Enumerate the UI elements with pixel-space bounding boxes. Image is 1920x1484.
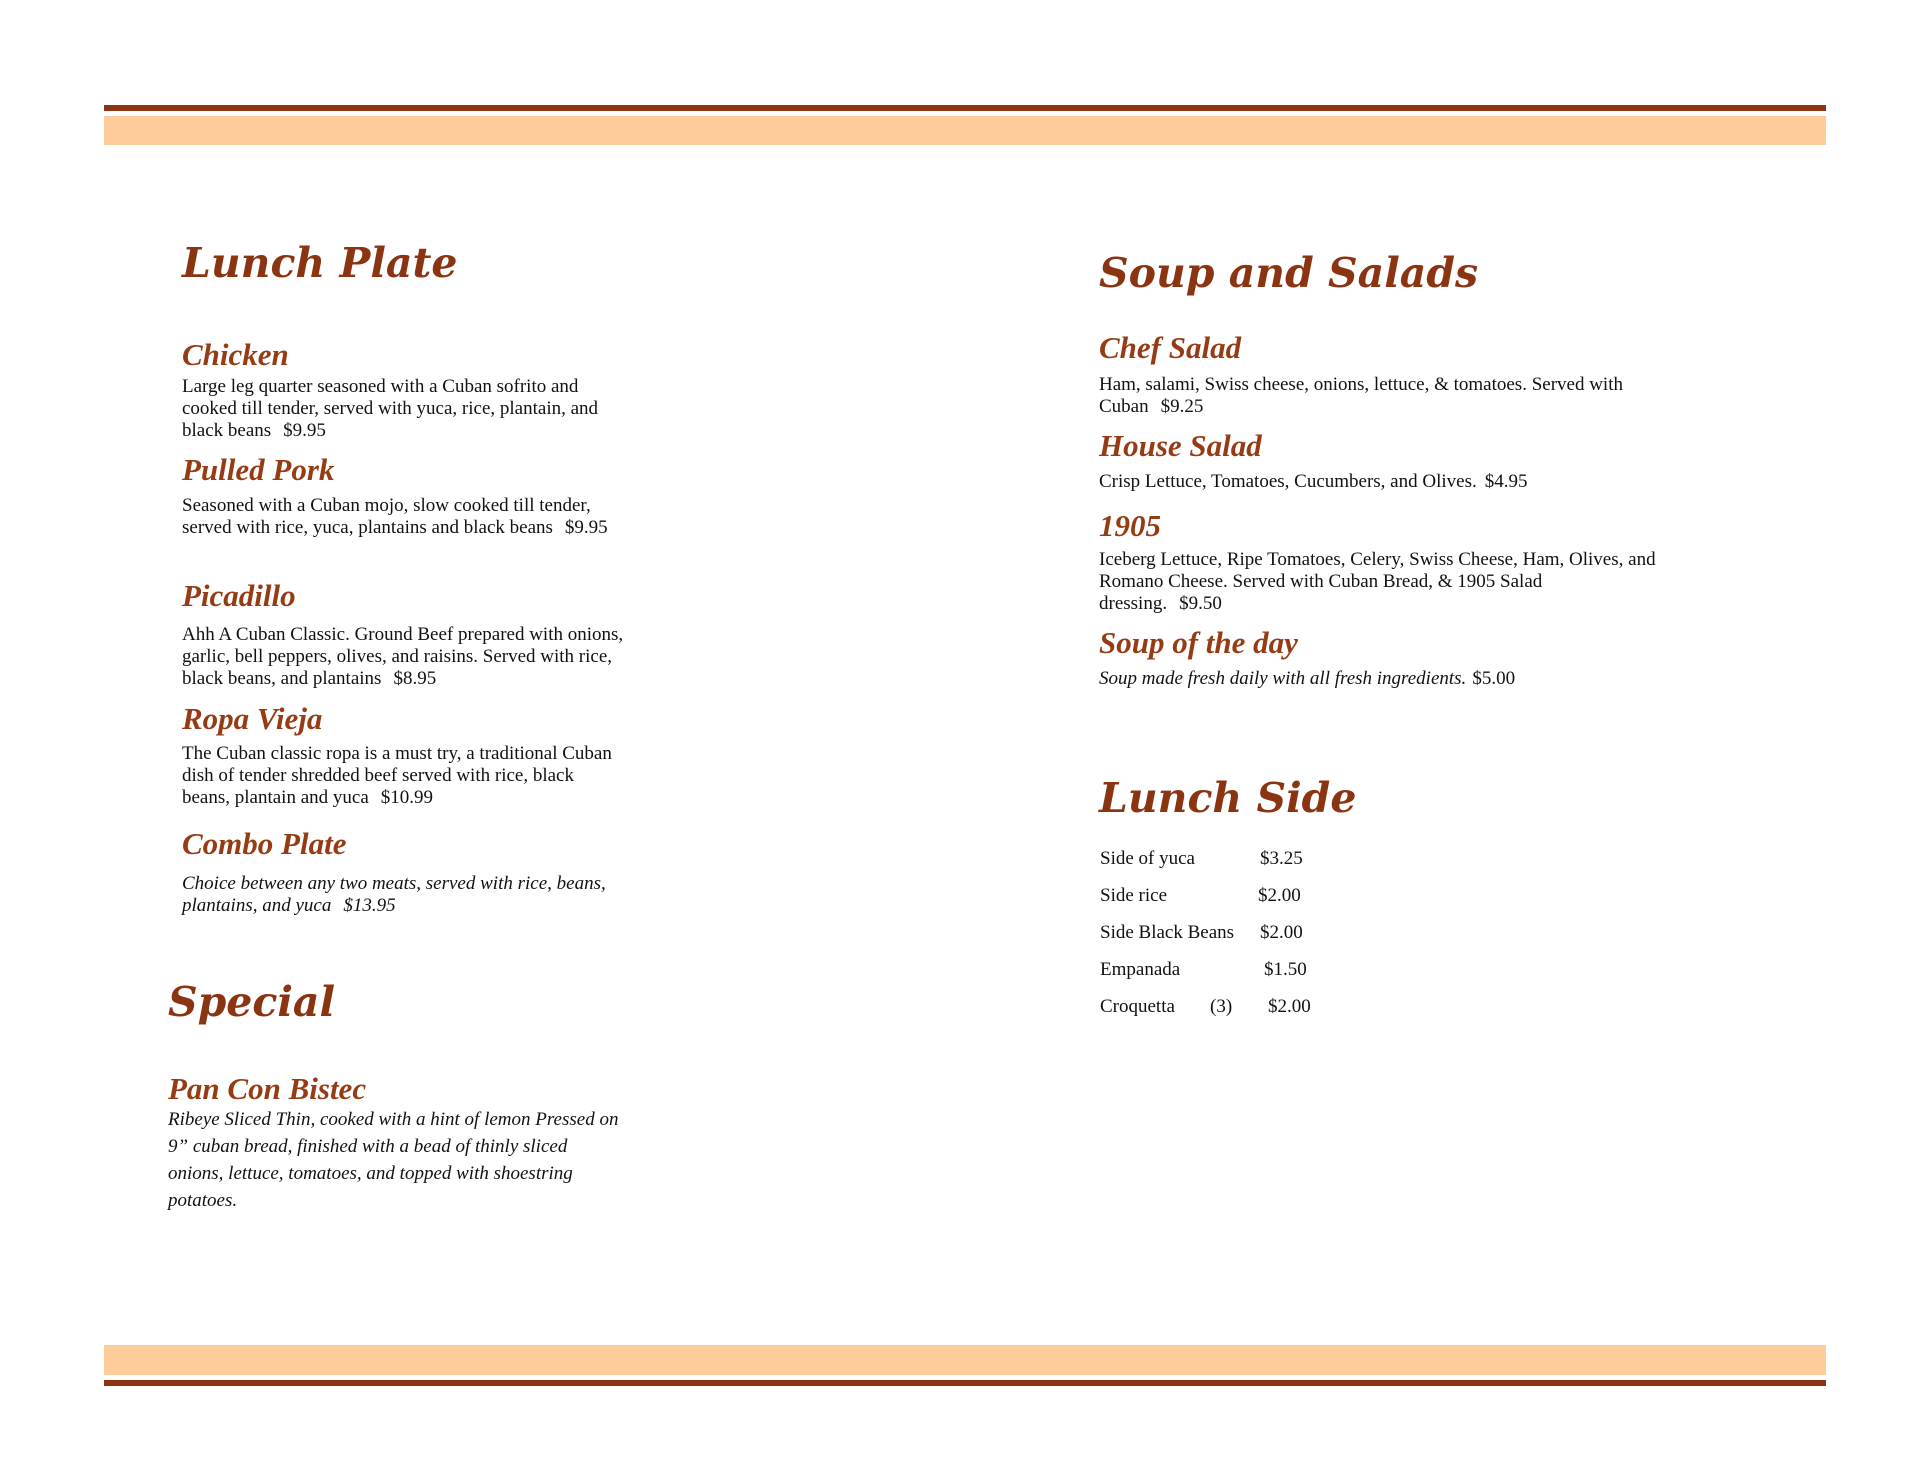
menu-item-description: Choice between any two meats, served with rice, beans, plantains, and yuca $13.95 <box>182 873 606 916</box>
menu-item-price: $9.95 <box>564 517 608 538</box>
side-item-name: Side of yuca <box>1100 848 1195 869</box>
menu-item-description: The Cuban classic ropa is a must try, a traditional Cuban dish of tender shredded beef served with rice, black beans, plantain and yuca $10.99 <box>182 743 612 808</box>
menu-item-price: $10.99 <box>380 787 434 808</box>
menu-item-description: Seasoned with a Cuban mojo, slow cooked till tender, served with rice, yuca, plantains and black beans $9.95 <box>182 495 608 538</box>
menu-item-name: Chicken <box>182 337 289 372</box>
menu-item-description: Crisp Lettuce, Tomatoes, Cucumbers, and Olives. $4.95 <box>1099 471 1528 492</box>
top-border-light <box>104 116 1826 145</box>
menu-item-description: Ahh A Cuban Classic. Ground Beef prepared with onions, garlic, bell peppers, olives, and raisins. Served with rice, black beans, and plantains $8.95 <box>182 624 624 689</box>
side-item-quantity: (3) <box>1210 996 1233 1017</box>
menu-item-description: Ham, salami, Swiss cheese, onions, lettuce, & tomatoes. Served with Cuban $9.25 <box>1099 374 1623 417</box>
bottom-border-light <box>104 1345 1826 1375</box>
lunch-side-heading: Lunch Side <box>1099 774 1357 822</box>
side-item-price: $1.50 <box>1264 959 1307 980</box>
side-item-price: $2.00 <box>1260 922 1303 943</box>
menu-item-name: Chef Salad <box>1099 330 1242 365</box>
menu-item-price: $8.95 <box>393 668 437 689</box>
side-item-name: Croquetta <box>1100 996 1175 1017</box>
menu-item-name: Pulled Pork <box>182 452 335 487</box>
bottom-border-dark <box>104 1380 1826 1386</box>
menu-item-price: $5.00 <box>1472 668 1516 689</box>
side-item-name: Side Black Beans <box>1100 922 1235 943</box>
menu-item-price: $4.95 <box>1484 471 1528 492</box>
side-item-name: Side rice <box>1100 885 1168 906</box>
menu-item-price: $9.50 <box>1179 593 1222 614</box>
menu-item-name: 1905 <box>1099 508 1161 543</box>
menu-item-name: Picadillo <box>182 578 296 613</box>
menu-item-price: $13.95 <box>343 895 396 916</box>
menu-item-description: Soup made fresh daily with all fresh ingredients. $5.00 <box>1099 668 1516 689</box>
menu-item-description: Iceberg Lettuce, Ripe Tomatoes, Celery, Swiss Cheese, Ham, Olives, and Romano Cheese. Served with Cuban Bread, & 1905 Salad dressing. $9.50 <box>1099 549 1656 614</box>
soup-salads-heading: Soup and Salads <box>1099 249 1479 297</box>
menu-item-description: Ribeye Sliced Thin, cooked with a hint of lemon Pressed on 9” cuban bread, finished with a bead of thinly sliced onions, lettuce, tomatoes, and topped with shoestring potatoes. <box>168 1109 619 1211</box>
menu-item-description: Large leg quarter seasoned with a Cuban sofrito and cooked till tender, served with yuca, rice, plantain, and black beans $9.95 <box>182 376 599 441</box>
menu-item-name: House Salad <box>1099 428 1262 463</box>
menu-item-price: $9.25 <box>1160 396 1204 417</box>
side-item-price: $2.00 <box>1268 996 1311 1017</box>
menu-item-name: Pan Con Bistec <box>168 1071 367 1106</box>
menu-item-name: Combo Plate <box>182 826 347 861</box>
menu-item-price: $9.95 <box>283 420 326 441</box>
lunch-plate-heading: Lunch Plate <box>182 239 458 287</box>
top-border-dark <box>104 105 1826 111</box>
side-item-name: Empanada <box>1100 959 1181 980</box>
special-heading: Special <box>168 978 336 1026</box>
menu-item-name: Ropa Vieja <box>182 701 323 736</box>
side-item-price: $3.25 <box>1260 848 1303 869</box>
menu-item-name: Soup of the day <box>1099 625 1298 660</box>
side-item-price: $2.00 <box>1258 885 1301 906</box>
